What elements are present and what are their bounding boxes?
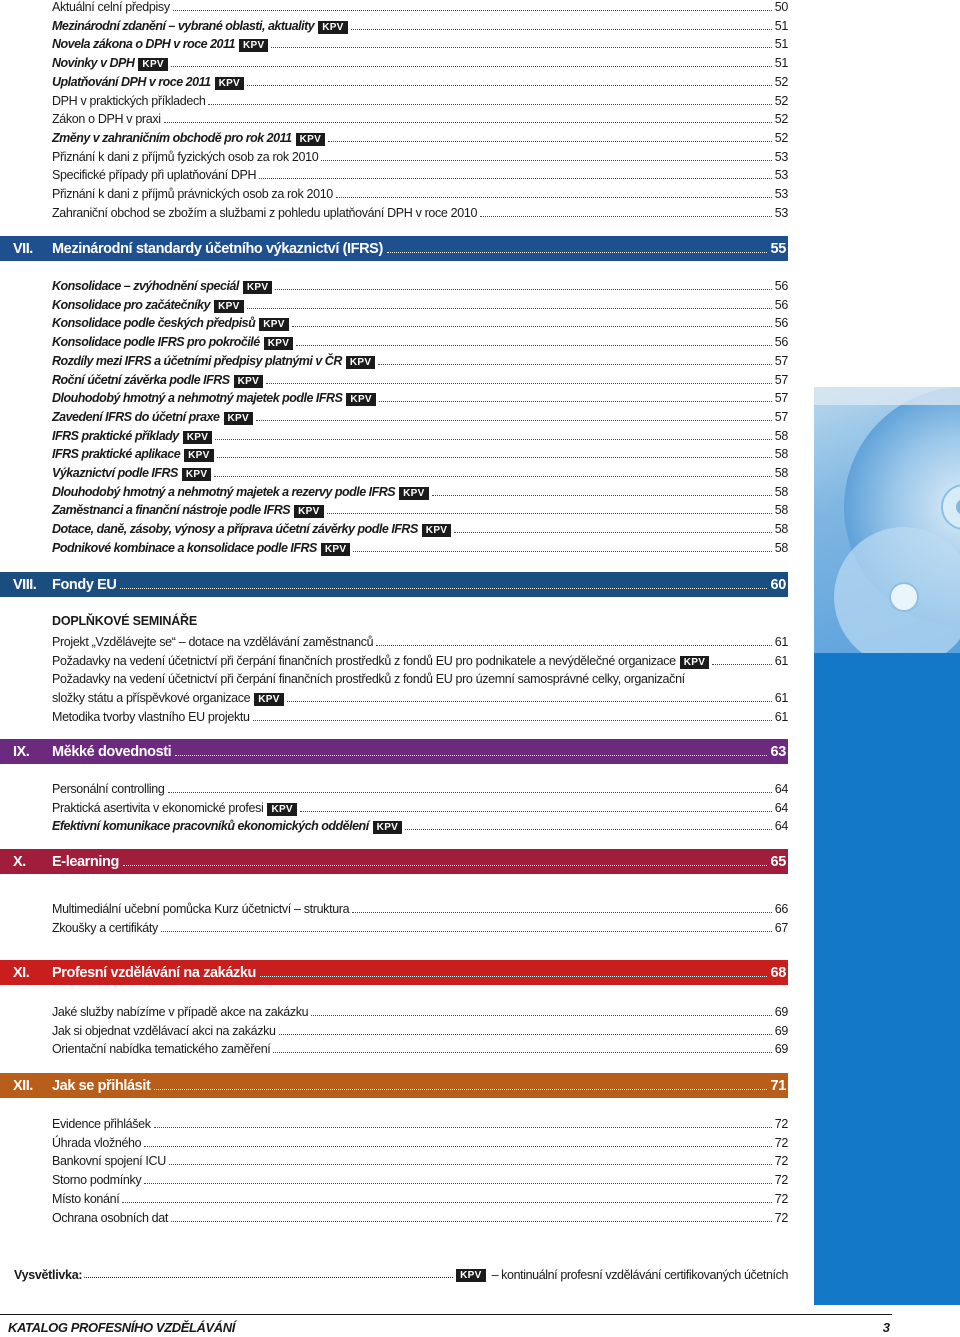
entry-page: 57 bbox=[774, 391, 788, 406]
leader-dots bbox=[256, 420, 772, 421]
toc-entry[interactable] bbox=[52, 463, 788, 481]
entry-page: 58 bbox=[774, 466, 788, 480]
section-header[interactable] bbox=[0, 960, 788, 985]
leader-dots bbox=[351, 29, 772, 30]
toc-entry[interactable] bbox=[52, 407, 788, 425]
entry-page: 57 bbox=[774, 353, 788, 368]
entry-page: 58 bbox=[774, 428, 788, 443]
subsection-heading: DOPLŇKOVÉ SEMINÁŘE bbox=[52, 614, 198, 628]
toc-entry[interactable] bbox=[52, 370, 788, 388]
section-header[interactable] bbox=[0, 572, 788, 597]
section-number: XI. bbox=[13, 964, 30, 981]
toc-entry[interactable] bbox=[52, 165, 788, 183]
section-title: Profesní vzdělávání na zakázku bbox=[52, 964, 256, 981]
entry-title: Zahraniční obchod se zbožím a službami z pohledu uplatňování DPH v roce 2010 bbox=[52, 205, 478, 220]
entry-page: 56 bbox=[774, 335, 788, 350]
cd-disc-image bbox=[814, 387, 960, 653]
toc-entry[interactable] bbox=[52, 351, 788, 369]
entry-title: Evidence přihlášek bbox=[52, 1117, 151, 1131]
kpv-badge: KPV bbox=[373, 821, 402, 834]
kpv-badge: KPV bbox=[422, 524, 451, 537]
leader-dots bbox=[154, 1127, 772, 1128]
entry-page: 53 bbox=[774, 205, 788, 220]
entry-title: Požadavky na vedení účetnictví při čerpání finančních prostředků z fondů EU pro podnikatele a nevýdělečné organizace bbox=[52, 653, 676, 668]
legend-dots bbox=[84, 1277, 453, 1278]
section-title: E-learning bbox=[52, 853, 119, 870]
entry-title: Podnikové kombinace a konsolidace podle IFRS bbox=[52, 540, 317, 555]
kpv-badge: KPV bbox=[234, 375, 263, 388]
section-page: 71 bbox=[770, 1077, 786, 1094]
leader-dots bbox=[120, 588, 767, 589]
leader-dots bbox=[300, 811, 772, 812]
entry-title: Konsolidace podle IFRS pro pokročilé bbox=[52, 335, 260, 350]
leader-dots bbox=[215, 439, 771, 440]
entry-page: 72 bbox=[774, 1173, 788, 1188]
entry-title: Storno podmínky bbox=[52, 1173, 142, 1188]
legend-text: – kontinuální profesní vzdělávání certifikovaných účetních bbox=[491, 1268, 788, 1282]
toc-entry[interactable] bbox=[52, 147, 788, 165]
entry-title: Úhrada vložného bbox=[52, 1135, 142, 1150]
section-page: 60 bbox=[770, 576, 786, 593]
kpv-badge: KPV bbox=[254, 693, 283, 706]
toc-entry[interactable] bbox=[52, 53, 788, 71]
leader-dots bbox=[376, 645, 771, 646]
leader-dots bbox=[279, 1034, 772, 1035]
entry-page: 52 bbox=[774, 93, 788, 108]
toc-entry[interactable] bbox=[52, 1021, 788, 1039]
entry-page: 53 bbox=[774, 149, 788, 164]
leader-dots bbox=[169, 1164, 772, 1165]
kpv-badge: KPV bbox=[183, 431, 212, 444]
kpv-badge: KPV bbox=[239, 39, 268, 52]
kpv-badge: KPV bbox=[138, 58, 167, 71]
entry-title: složky státu a příspěvkové organizace bbox=[52, 691, 251, 706]
entry-page: 69 bbox=[774, 1023, 788, 1038]
leader-dots bbox=[171, 1221, 772, 1222]
entry-page: 51 bbox=[774, 18, 788, 33]
entry-page: 72 bbox=[774, 1117, 788, 1131]
entry-title: Zákon o DPH v praxi bbox=[52, 112, 161, 127]
entry-title: Zkoušky a certifikáty bbox=[52, 920, 158, 935]
entry-page: 51 bbox=[774, 37, 788, 52]
toc-entry[interactable] bbox=[52, 500, 788, 518]
entry-title: Přiznání k dani z příjmů právnických osob za rok 2010 bbox=[52, 187, 333, 201]
entry-title: Personální controlling bbox=[52, 782, 165, 796]
kpv-badge: KPV bbox=[456, 1269, 485, 1282]
leader-dots bbox=[328, 141, 772, 142]
leader-dots bbox=[336, 197, 772, 198]
kpv-badge: KPV bbox=[296, 133, 325, 146]
entry-title: Praktická asertivita v ekonomické profesi bbox=[52, 800, 264, 815]
toc-entry[interactable] bbox=[52, 91, 788, 109]
leader-dots bbox=[171, 66, 772, 67]
entry-title: Roční účetní závěrka podle IFRS bbox=[52, 372, 230, 387]
kpv-badge: KPV bbox=[318, 21, 347, 34]
entry-title: Jak si objednat vzdělávací akci na zakázku bbox=[52, 1023, 276, 1038]
leader-dots bbox=[480, 216, 772, 217]
entry-title: Metodika tvorby vlastního EU projektu bbox=[52, 709, 250, 724]
toc-entry[interactable] bbox=[52, 669, 788, 687]
leader-dots bbox=[214, 476, 771, 477]
kpv-badge: KPV bbox=[267, 803, 296, 816]
toc-entry[interactable] bbox=[52, 0, 788, 15]
kpv-badge: KPV bbox=[184, 449, 213, 462]
entry-title: Dlouhodobý hmotný a nehmotný majetek a rezervy podle IFRS bbox=[52, 484, 396, 499]
leader-dots bbox=[378, 364, 771, 365]
toc-entry[interactable] bbox=[52, 203, 788, 221]
entry-page: 57 bbox=[774, 372, 788, 387]
entry-page: 69 bbox=[774, 1042, 788, 1057]
leader-dots bbox=[287, 701, 772, 702]
entry-title: Mezinárodní zdanění – vybrané oblasti, aktuality bbox=[52, 18, 315, 33]
entry-page: 58 bbox=[774, 484, 788, 499]
section-page: 68 bbox=[770, 964, 786, 981]
entry-title: IFRS praktické aplikace bbox=[52, 447, 181, 462]
toc-entry[interactable] bbox=[52, 1114, 788, 1132]
entry-page: 67 bbox=[774, 920, 788, 935]
section-page: 65 bbox=[770, 853, 786, 870]
toc-entry[interactable] bbox=[52, 1133, 788, 1151]
leader-dots bbox=[353, 551, 771, 552]
entry-title: Novinky v DPH bbox=[52, 56, 135, 71]
entry-page: 51 bbox=[774, 56, 788, 71]
entry-page: 61 bbox=[774, 691, 788, 706]
toc-entry[interactable] bbox=[52, 651, 788, 669]
side-decoration bbox=[814, 387, 960, 1305]
section-title: Fondy EU bbox=[52, 576, 117, 593]
section-page: 63 bbox=[770, 743, 786, 760]
leader-dots bbox=[154, 1089, 767, 1090]
kpv-badge: KPV bbox=[224, 412, 253, 425]
entry-page: 69 bbox=[774, 1005, 788, 1019]
toc-entry[interactable] bbox=[52, 1002, 788, 1020]
entry-page: 56 bbox=[774, 316, 788, 331]
toc-entry[interactable] bbox=[52, 184, 788, 202]
toc-entry[interactable] bbox=[52, 1151, 788, 1169]
entry-title: Jaké služby nabízíme v případě akce na zakázku bbox=[52, 1005, 309, 1019]
entry-title: Bankovní spojení ICU bbox=[52, 1154, 166, 1169]
entry-page: 53 bbox=[774, 187, 788, 201]
toc-entry[interactable] bbox=[52, 707, 788, 725]
toc-entry[interactable] bbox=[52, 1170, 788, 1188]
section-title: Mezinárodní standardy účetního výkaznictví (IFRS) bbox=[52, 240, 383, 257]
toc-entry[interactable] bbox=[52, 1189, 788, 1207]
toc-entry[interactable] bbox=[52, 109, 788, 127]
entry-page: 64 bbox=[774, 819, 788, 834]
toc-entry[interactable] bbox=[52, 1039, 788, 1057]
entry-page: 57 bbox=[774, 409, 788, 424]
toc-entry[interactable] bbox=[52, 332, 788, 350]
leader-dots bbox=[259, 178, 772, 179]
entry-title: Zaměstnanci a finanční nástroje podle IFRS bbox=[52, 503, 291, 518]
leader-dots bbox=[311, 1015, 771, 1016]
entry-title: Požadavky na vedení účetnictví při čerpání finančních prostředků z fondů EU pro územní samosprávné celky, organizační bbox=[52, 672, 685, 687]
leader-dots bbox=[712, 664, 772, 665]
leader-dots bbox=[208, 104, 771, 105]
leader-dots bbox=[161, 931, 772, 932]
toc-entry[interactable] bbox=[52, 16, 788, 34]
leader-dots bbox=[275, 289, 771, 290]
leader-dots bbox=[379, 401, 772, 402]
kpv-badge: KPV bbox=[680, 656, 709, 669]
entry-title: Konsolidace pro začátečníky bbox=[52, 297, 211, 312]
entry-page: 58 bbox=[774, 503, 788, 518]
section-title: Měkké dovednosti bbox=[52, 743, 172, 760]
entry-page: 52 bbox=[774, 130, 788, 145]
toc-entry[interactable] bbox=[52, 918, 788, 936]
entry-page: 58 bbox=[774, 540, 788, 555]
entry-page: 61 bbox=[774, 653, 788, 668]
leader-dots bbox=[260, 976, 767, 977]
toc-entry[interactable] bbox=[52, 444, 788, 462]
leader-dots bbox=[175, 755, 767, 756]
toc-entry[interactable] bbox=[52, 538, 788, 556]
entry-title: DPH v praktických příkladech bbox=[52, 93, 206, 108]
entry-title: Uplatňování DPH v roce 2011 bbox=[52, 74, 211, 89]
entry-page: 50 bbox=[774, 0, 788, 14]
legend bbox=[14, 1264, 788, 1282]
leader-dots bbox=[173, 10, 772, 11]
leader-dots bbox=[217, 457, 772, 458]
kpv-badge: KPV bbox=[259, 318, 288, 331]
toc-entry[interactable] bbox=[52, 816, 788, 834]
entry-title: Konsolidace – zvýhodnění speciál bbox=[52, 279, 239, 293]
leader-dots bbox=[253, 720, 772, 721]
entry-page: 64 bbox=[774, 782, 788, 796]
side-blue-panel bbox=[814, 653, 960, 1305]
toc-entry[interactable] bbox=[52, 632, 788, 650]
toc-entry[interactable] bbox=[52, 388, 788, 406]
kpv-badge: KPV bbox=[346, 393, 375, 406]
toc-entry[interactable] bbox=[52, 276, 788, 294]
section-number: IX. bbox=[13, 743, 30, 760]
entry-page: 56 bbox=[774, 297, 788, 312]
entry-title: Konsolidace podle českých předpisů bbox=[52, 316, 256, 331]
kpv-badge: KPV bbox=[399, 487, 428, 500]
kpv-badge: KPV bbox=[182, 468, 211, 481]
toc-entry[interactable] bbox=[52, 482, 788, 500]
section-header[interactable] bbox=[0, 849, 788, 874]
leader-dots bbox=[292, 326, 772, 327]
entry-title: Efektivní komunikace pracovníků ekonomických oddělení bbox=[52, 819, 369, 834]
leader-dots bbox=[247, 85, 772, 86]
section-number: X. bbox=[13, 853, 26, 870]
leader-dots bbox=[168, 792, 772, 793]
entry-title: Zavedení IFRS do účetní praxe bbox=[52, 409, 220, 424]
toc-entry[interactable] bbox=[52, 34, 788, 52]
kpv-badge: KPV bbox=[264, 337, 293, 350]
leader-dots bbox=[454, 532, 771, 533]
page-number: 3 bbox=[882, 1320, 890, 1335]
leader-dots bbox=[432, 495, 772, 496]
entry-title: Multimediální učební pomůcka Kurz účetnictví – struktura bbox=[52, 902, 350, 916]
leader-dots bbox=[387, 252, 768, 253]
leader-dots bbox=[327, 513, 772, 514]
leader-dots bbox=[123, 865, 768, 866]
toc-entry[interactable] bbox=[52, 72, 788, 90]
entry-title: IFRS praktické příklady bbox=[52, 428, 179, 443]
entry-title: Přiznání k dani z příjmů fyzických osob za rok 2010 bbox=[52, 149, 319, 164]
entry-title: Novela zákona o DPH v roce 2011 bbox=[52, 37, 235, 52]
toc-entry[interactable] bbox=[52, 426, 788, 444]
entry-page: 72 bbox=[774, 1210, 788, 1225]
section-header[interactable] bbox=[0, 739, 788, 764]
footer-title: KATALOG PROFESNÍHO VZDĚLÁVÁNÍ bbox=[8, 1320, 235, 1335]
page-footer bbox=[0, 1314, 892, 1337]
entry-page: 66 bbox=[774, 902, 788, 916]
legend-label: Vysvětlivka: bbox=[14, 1268, 83, 1282]
leader-dots bbox=[296, 345, 771, 346]
leader-dots bbox=[405, 829, 772, 830]
entry-page: 53 bbox=[774, 168, 788, 183]
entry-page: 52 bbox=[774, 74, 788, 89]
kpv-badge: KPV bbox=[243, 281, 272, 294]
kpv-badge: KPV bbox=[321, 543, 350, 556]
toc-entry[interactable] bbox=[52, 899, 788, 917]
section-number: VIII. bbox=[13, 576, 37, 593]
entry-page: 58 bbox=[774, 447, 788, 462]
entry-title: Dlouhodobý hmotný a nehmotný majetek podle IFRS bbox=[52, 391, 343, 406]
entry-page: 72 bbox=[774, 1191, 788, 1206]
leader-dots bbox=[273, 1052, 771, 1053]
leader-dots bbox=[321, 160, 771, 161]
kpv-badge: KPV bbox=[346, 356, 375, 369]
entry-title: Aktuální celní předpisy bbox=[52, 0, 170, 14]
entry-title: Změny v zahraničním obchodě pro rok 2011 bbox=[52, 130, 292, 145]
section-number: VII. bbox=[13, 240, 33, 257]
entry-title: Projekt „Vzdělávejte se“ – dotace na vzdělávání zaměstnanců bbox=[52, 635, 374, 649]
kpv-badge: KPV bbox=[214, 300, 243, 313]
entry-page: 56 bbox=[774, 279, 788, 293]
leader-dots bbox=[271, 47, 771, 48]
toc-entry[interactable] bbox=[52, 1208, 788, 1226]
entry-title: Dotace, daně, zásoby, výnosy a příprava účetní závěrky podle IFRS bbox=[52, 522, 418, 537]
leader-dots bbox=[164, 122, 772, 123]
entry-page: 52 bbox=[774, 112, 788, 127]
section-title: Jak se přihlásit bbox=[52, 1077, 151, 1094]
leader-dots bbox=[144, 1183, 771, 1184]
entry-title: Specifické případy při uplatňování DPH bbox=[52, 168, 257, 183]
toc-entry[interactable] bbox=[52, 128, 788, 146]
toc-entry[interactable] bbox=[52, 295, 788, 313]
leader-dots bbox=[352, 912, 771, 913]
entry-page: 58 bbox=[774, 522, 788, 537]
entry-page: 72 bbox=[774, 1154, 788, 1169]
entry-page: 72 bbox=[774, 1135, 788, 1150]
toc-entry[interactable] bbox=[52, 519, 788, 537]
toc-entry[interactable] bbox=[52, 688, 788, 706]
section-header[interactable] bbox=[0, 1073, 788, 1098]
leader-dots bbox=[122, 1202, 771, 1203]
section-header[interactable] bbox=[0, 236, 788, 261]
entry-page: 64 bbox=[774, 800, 788, 815]
kpv-badge: KPV bbox=[294, 505, 323, 518]
section-page: 55 bbox=[770, 240, 786, 257]
leader-dots bbox=[247, 308, 772, 309]
leader-dots bbox=[144, 1146, 771, 1147]
toc-entry[interactable] bbox=[52, 798, 788, 816]
toc-entry[interactable] bbox=[52, 313, 788, 331]
kpv-badge: KPV bbox=[215, 77, 244, 90]
section-number: XII. bbox=[13, 1077, 33, 1094]
entry-title: Orientační nabídka tematického zaměření bbox=[52, 1042, 271, 1057]
entry-page: 61 bbox=[774, 709, 788, 724]
entry-title: Rozdíly mezi IFRS a účetními předpisy platnými v ČR bbox=[52, 353, 342, 368]
toc-entry[interactable] bbox=[52, 779, 788, 797]
entry-title: Výkaznictví podle IFRS bbox=[52, 466, 178, 480]
entry-title: Místo konání bbox=[52, 1191, 120, 1206]
entry-page: 61 bbox=[774, 635, 788, 649]
leader-dots bbox=[266, 383, 772, 384]
entry-title: Ochrana osobních dat bbox=[52, 1210, 168, 1225]
